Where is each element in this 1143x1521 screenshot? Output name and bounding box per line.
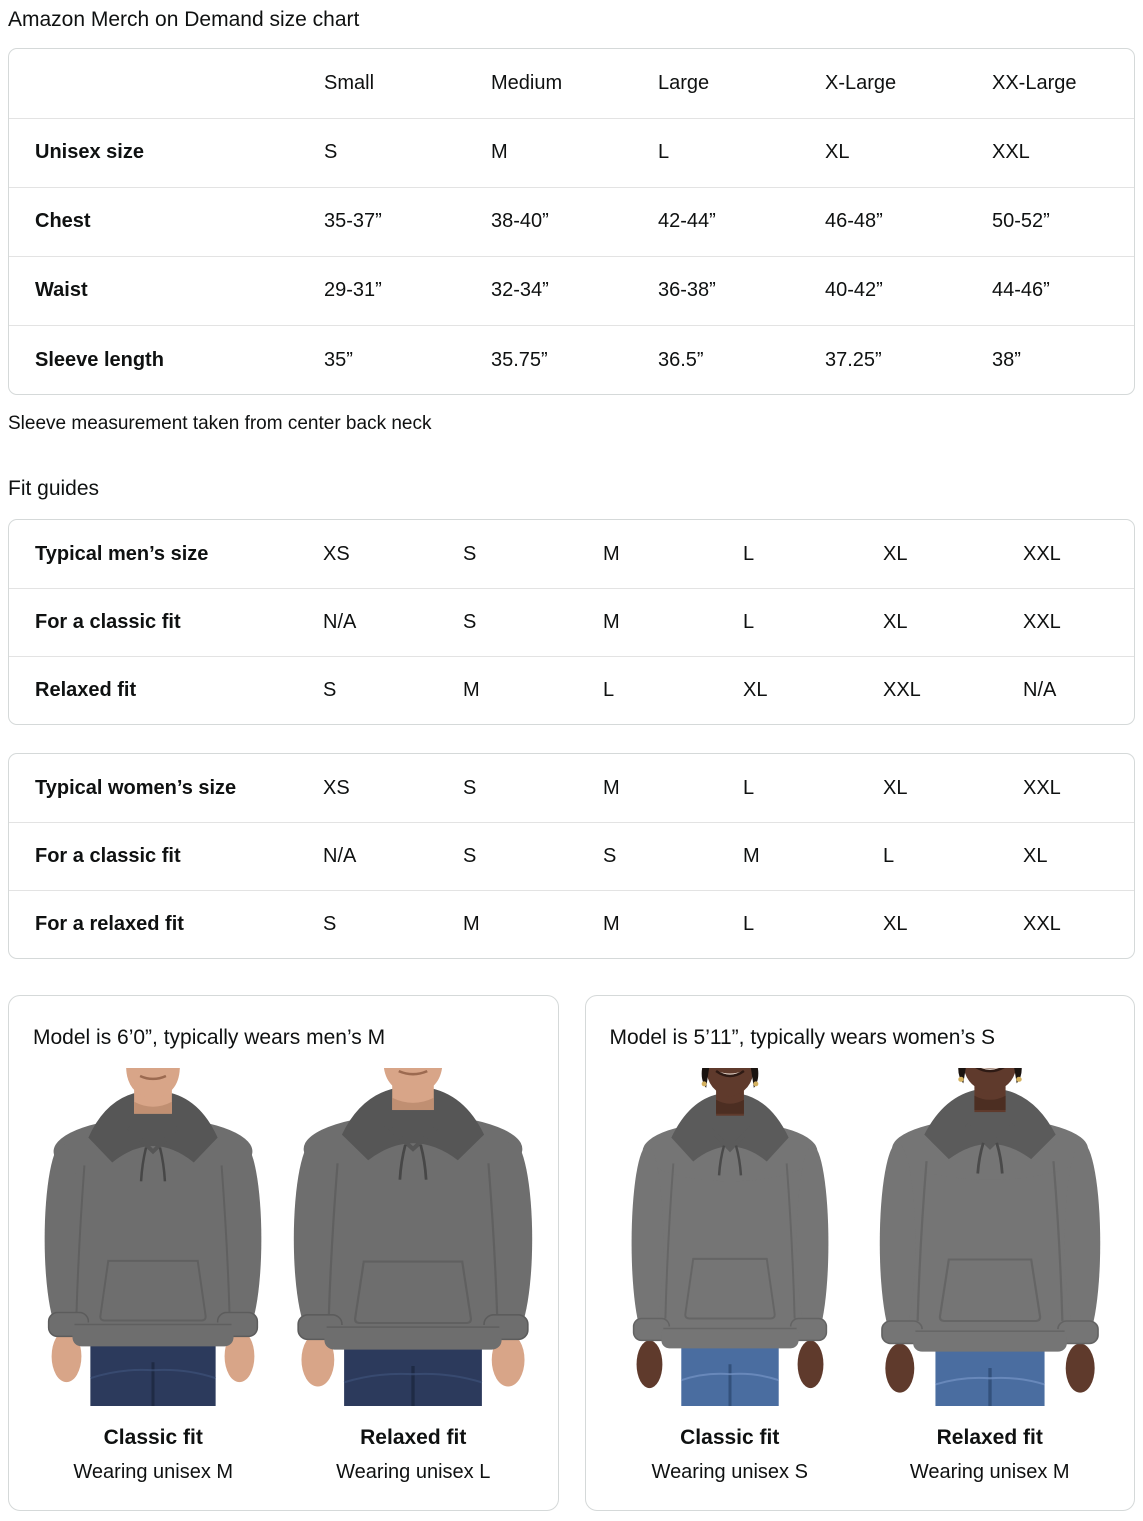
wearing-size-label: Wearing unisex S <box>651 1460 808 1483</box>
woman-classic-hoodie-illustration <box>605 1068 855 1406</box>
table-cell: XL <box>825 141 850 164</box>
model-photo-figure <box>865 1068 1115 1484</box>
table-cell: XXL <box>992 141 1030 164</box>
mens-fit-row-typical-size <box>9 520 1135 588</box>
table-cell: 50-52” <box>992 210 1050 233</box>
fit-type-label: Relaxed fit <box>936 1425 1043 1449</box>
model-card-title: Model is 5’11”, typically wears women’s S <box>609 1026 996 1050</box>
table-cell: XXL <box>1023 542 1061 565</box>
size-table-col-header: Small <box>324 72 375 95</box>
womens-classic-fit-photo <box>605 1068 855 1406</box>
size-chart-table-card <box>8 48 1135 395</box>
size-table-col-header: X-Large <box>825 72 897 95</box>
table-cell: L <box>743 913 755 936</box>
table-cell: 36.5” <box>658 348 704 371</box>
table-cell: 36-38” <box>658 279 716 302</box>
table-cell: XS <box>323 542 350 565</box>
table-cell: N/A <box>323 610 357 633</box>
table-cell: 35” <box>324 348 353 371</box>
mens-fit-row-classic-fit <box>9 588 1135 656</box>
wearing-size-label: Wearing unisex M <box>909 1460 1070 1483</box>
size-table-corner-cell <box>9 49 324 118</box>
fit-guides-heading: Fit guides <box>8 476 100 500</box>
size-table-row-sleeve-length <box>9 325 1135 394</box>
fit-type-label: Classic fit <box>103 1425 203 1449</box>
man-classic-hoodie-illustration <box>28 1068 278 1406</box>
row-label: Relaxed fit <box>35 679 137 702</box>
table-cell: 35.75” <box>491 348 548 371</box>
table-cell: L <box>743 610 755 633</box>
row-label: Waist <box>35 279 88 302</box>
table-cell: XS <box>323 776 350 799</box>
row-label: Chest <box>35 210 91 233</box>
table-cell: S <box>463 610 477 633</box>
wearing-size-label: Wearing unisex L <box>336 1460 491 1483</box>
table-cell: XL <box>883 610 908 633</box>
model-photo-figure <box>288 1068 538 1484</box>
table-cell: 44-46” <box>992 279 1050 302</box>
table-cell: 42-44” <box>658 210 716 233</box>
size-table-row-chest <box>9 187 1135 256</box>
row-label: For a classic fit <box>35 844 181 867</box>
mens-fit-table <box>9 520 1135 724</box>
womens-model-card <box>585 995 1136 1510</box>
table-cell: XL <box>1023 844 1048 867</box>
size-table-row-unisex-size <box>9 118 1135 187</box>
size-table-row-waist <box>9 256 1135 325</box>
table-cell: M <box>463 679 480 702</box>
table-cell: L <box>743 776 755 799</box>
mens-fit-table-card <box>8 519 1135 725</box>
mens-model-card <box>8 995 559 1510</box>
row-label: For a relaxed fit <box>35 913 184 936</box>
table-cell: M <box>603 776 620 799</box>
size-table-col-header: Large <box>658 72 710 95</box>
table-cell: S <box>463 844 477 867</box>
row-label: Typical women’s size <box>35 776 237 799</box>
sleeve-measurement-note: Sleeve measurement taken from center back neck <box>8 413 432 435</box>
womens-fit-row-relaxed-fit <box>9 890 1135 958</box>
table-cell: M <box>491 141 508 164</box>
table-cell: M <box>603 913 620 936</box>
table-cell: L <box>743 542 755 565</box>
table-cell: XL <box>883 776 908 799</box>
womens-relaxed-fit-photo <box>865 1068 1115 1406</box>
table-cell: M <box>463 913 480 936</box>
table-cell: S <box>603 844 617 867</box>
table-cell: S <box>463 776 477 799</box>
table-cell: XXL <box>1023 610 1061 633</box>
table-cell: S <box>324 141 338 164</box>
size-chart-table <box>9 49 1135 394</box>
woman-relaxed-hoodie-illustration <box>865 1068 1115 1406</box>
table-cell: XL <box>883 913 908 936</box>
row-label: Sleeve length <box>35 348 164 371</box>
table-cell: 35-37” <box>324 210 382 233</box>
womens-fit-row-classic-fit <box>9 822 1135 890</box>
table-cell: L <box>603 679 615 702</box>
womens-fit-row-typical-size <box>9 754 1135 822</box>
fit-type-label: Classic fit <box>680 1425 780 1449</box>
womens-fit-table <box>9 754 1135 958</box>
table-cell: M <box>603 610 620 633</box>
photo-caption <box>28 1426 278 1484</box>
fit-type-label: Relaxed fit <box>360 1425 467 1449</box>
table-cell: M <box>743 844 760 867</box>
table-cell: S <box>463 542 477 565</box>
size-table-col-header: Medium <box>491 72 563 95</box>
table-cell: S <box>323 679 337 702</box>
table-cell: XL <box>743 679 768 702</box>
row-label: Unisex size <box>35 141 144 164</box>
photo-caption <box>288 1426 538 1484</box>
model-photo-figure <box>605 1068 855 1484</box>
table-cell: 38” <box>992 348 1021 371</box>
table-cell: XL <box>883 542 908 565</box>
model-card-title: Model is 6’0”, typically wears men’s M <box>33 1026 386 1050</box>
model-photos <box>23 1068 544 1484</box>
table-cell: XXL <box>1023 913 1061 936</box>
row-label: Typical men’s size <box>35 542 209 565</box>
table-cell: 46-48” <box>825 210 883 233</box>
mens-classic-fit-photo <box>28 1068 278 1406</box>
model-photo-figure <box>28 1068 278 1484</box>
model-cards-row <box>8 995 1135 1510</box>
row-label: For a classic fit <box>35 610 181 633</box>
table-cell: N/A <box>323 844 357 867</box>
photo-caption <box>865 1426 1115 1484</box>
mens-fit-row-relaxed-fit <box>9 656 1135 724</box>
mens-relaxed-fit-photo <box>288 1068 538 1406</box>
table-cell: XXL <box>883 679 921 702</box>
man-relaxed-hoodie-illustration <box>288 1068 538 1406</box>
table-cell: 29-31” <box>324 279 382 302</box>
table-cell: 32-34” <box>491 279 549 302</box>
table-cell: S <box>323 913 337 936</box>
table-cell: 40-42” <box>825 279 883 302</box>
table-cell: XXL <box>1023 776 1061 799</box>
table-cell: 38-40” <box>491 210 549 233</box>
page-title: Amazon Merch on Demand size chart <box>8 8 360 31</box>
model-photos <box>600 1068 1121 1484</box>
photo-caption <box>605 1426 855 1484</box>
table-cell: 37.25” <box>825 348 882 371</box>
table-cell: M <box>603 542 620 565</box>
size-table-col-header: XX-Large <box>992 72 1077 95</box>
table-cell: L <box>883 844 895 867</box>
wearing-size-label: Wearing unisex M <box>73 1460 234 1483</box>
womens-fit-table-card <box>8 753 1135 959</box>
table-cell: N/A <box>1023 679 1057 702</box>
table-cell: L <box>658 141 670 164</box>
size-table-header-row <box>9 49 1135 118</box>
